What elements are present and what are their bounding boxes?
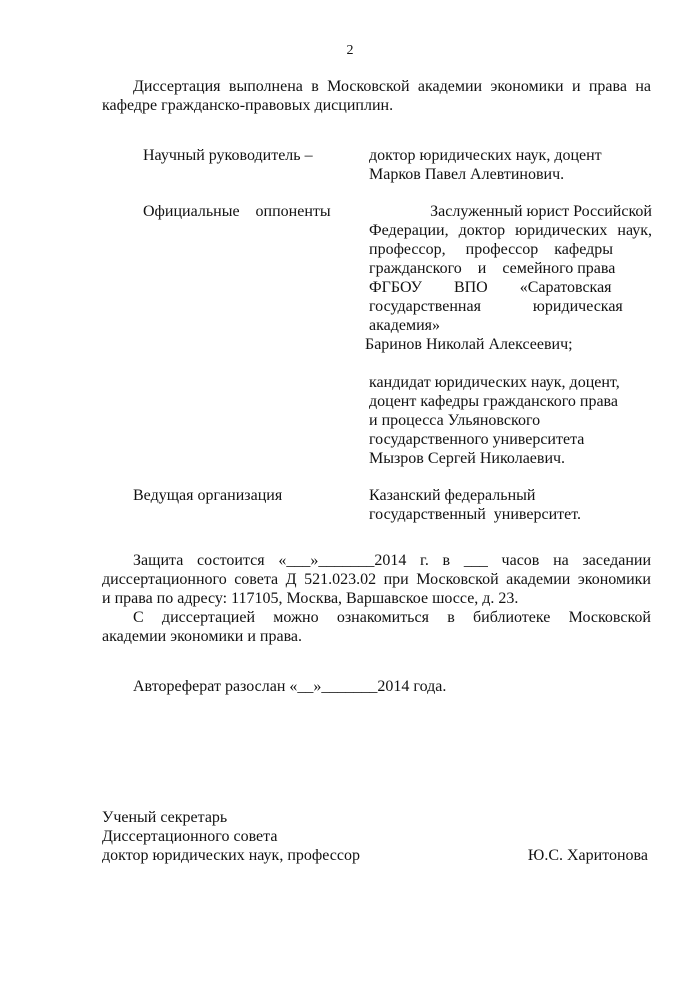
- opponent1-line-5: ФГБОУ ВПО «Саратовская: [369, 279, 612, 296]
- opponent1-line-6: государственная юридическая: [369, 298, 623, 315]
- opponent2-line-4: государственного университета: [369, 431, 585, 448]
- defense-line-3: и права по адресу: 117105, Москва, Варшавское шоссе, д. 23.: [102, 590, 519, 607]
- opponent2-line-2: доцент кафедры гражданского права: [369, 393, 618, 410]
- page-number: 2: [346, 43, 354, 58]
- opponent1-line-1: Заслуженный юрист Российской: [430, 203, 652, 220]
- opponent2-name: Мызров Сергей Николаевич.: [369, 450, 566, 467]
- supervisor-line-1: доктор юридических наук, доцент: [369, 147, 602, 164]
- intro-line-1: Диссертация выполнена в Московской академии экономики и права на: [133, 78, 651, 95]
- opponent1-name: Баринов Николай Алексеевич;: [365, 336, 573, 353]
- lead-org-line-2: государственный университет.: [369, 506, 582, 523]
- signature-line-2: Диссертационного совета: [102, 828, 278, 845]
- supervisor-line-2: Марков Павел Алевтинович.: [369, 166, 565, 183]
- opponents-label: Официальные оппоненты: [143, 203, 331, 220]
- opponent1-line-4: гражданского и семейного права: [369, 260, 616, 277]
- defense-line-2: диссертационного совета Д 521.023.02 при Московской академии экономики: [102, 571, 651, 588]
- intro-line-2: кафедре гражданско-правовых дисциплин.: [102, 97, 394, 114]
- lead-org-label: Ведущая организация: [133, 487, 283, 504]
- opponent1-line-3: профессор, профессор кафедры: [369, 241, 614, 258]
- defense-line-4: С диссертацией можно ознакомиться в библиотеке Московской: [133, 609, 651, 626]
- opponent2-line-1: кандидат юридических наук, доцент,: [369, 374, 620, 391]
- defense-line-1: Защита состоится «___»_______2014 г. в ___ часов на заседании: [133, 552, 651, 569]
- defense-line-5: академии экономики и права.: [102, 628, 303, 645]
- lead-org-line-1: Казанский федеральный: [369, 487, 536, 504]
- signature-line-1: Ученый секретарь: [102, 809, 228, 826]
- opponent2-line-3: и процесса Ульяновского: [369, 412, 541, 429]
- signature-line-3: доктор юридических наук, профессор: [102, 847, 360, 864]
- opponent1-line-2: Федерации, доктор юридических наук,: [369, 222, 652, 239]
- supervisor-label: Научный руководитель –: [143, 147, 313, 164]
- opponent1-line-7: академия»: [369, 317, 441, 334]
- autoreferat-sent: Автореферат разослан «__»_______2014 года.: [133, 678, 447, 695]
- signature-name: Ю.С. Харитонова: [527, 847, 648, 864]
